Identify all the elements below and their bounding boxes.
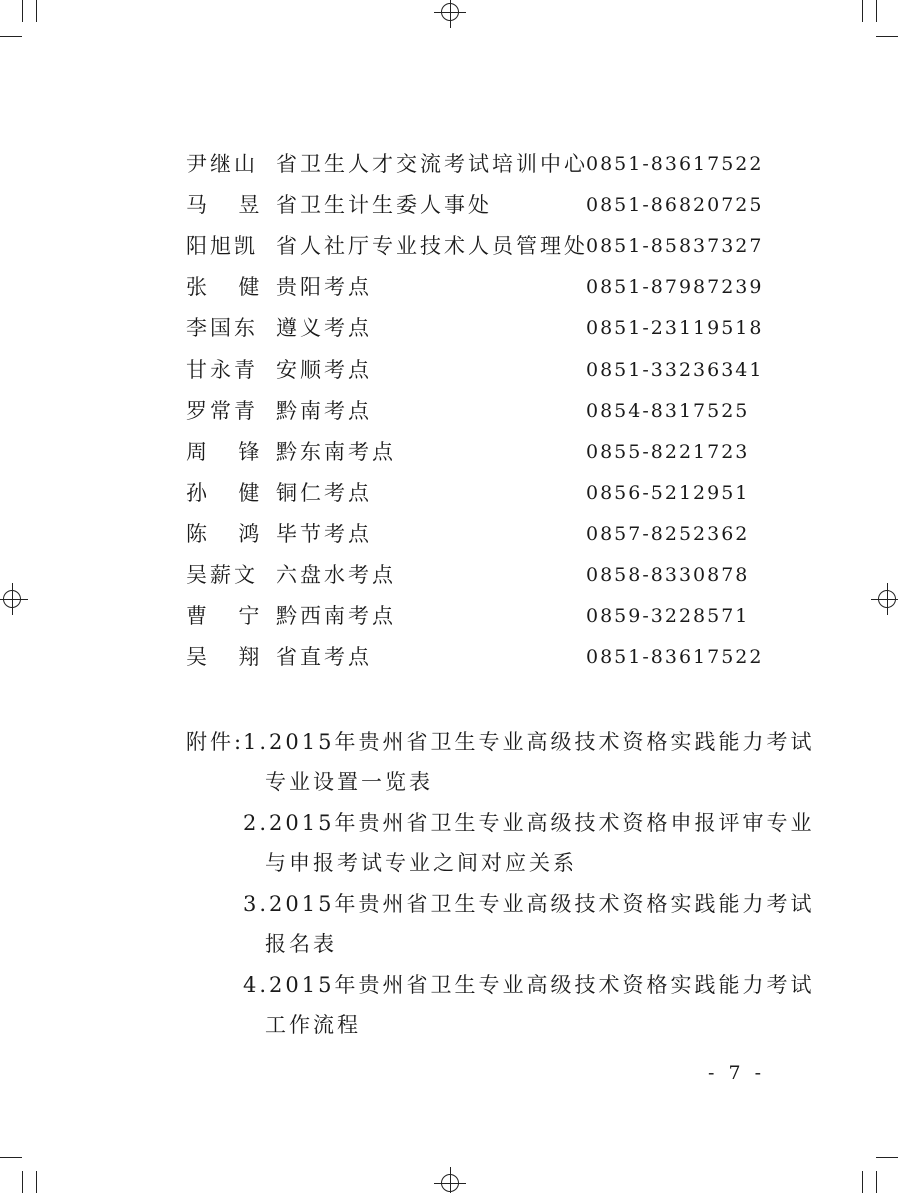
attachment-item-continuation: 工作流程 bbox=[265, 1013, 361, 1037]
contact-phone: 0851-87987239 bbox=[586, 276, 764, 298]
contact-unit: 黔南考点 bbox=[276, 399, 372, 423]
attachment-item-continuation: 与申报考试专业之间对应关系 bbox=[265, 851, 577, 875]
contact-unit: 省卫生计生委人事处 bbox=[276, 193, 492, 217]
contact-unit: 黔东南考点 bbox=[276, 440, 396, 464]
contact-phone: 0854-8317525 bbox=[586, 400, 750, 422]
attachment-item-title: 1.2015年贵州省卫生专业高级技术资格实践能力考试 bbox=[243, 730, 815, 754]
attachment-item-title: 4.2015年贵州省卫生专业高级技术资格实践能力考试 bbox=[243, 973, 815, 997]
contact-phone: 0851-86820725 bbox=[586, 194, 764, 216]
attachment-item-continuation: 专业设置一览表 bbox=[265, 770, 433, 794]
contact-phone: 0858-8330878 bbox=[586, 564, 750, 586]
crop-mark bbox=[0, 36, 22, 37]
contact-name: 张 健 bbox=[186, 275, 266, 299]
contact-phone: 0851-83617522 bbox=[586, 153, 764, 175]
contact-unit: 六盘水考点 bbox=[276, 563, 396, 587]
registration-mark-icon bbox=[878, 590, 896, 608]
contact-unit: 毕节考点 bbox=[276, 522, 372, 546]
contact-name: 甘永青 bbox=[186, 358, 258, 382]
crop-mark bbox=[0, 1157, 22, 1158]
contact-unit: 省直考点 bbox=[276, 645, 372, 669]
crop-mark bbox=[22, 1171, 23, 1193]
crop-mark bbox=[862, 1171, 863, 1193]
registration-mark-icon bbox=[441, 3, 459, 21]
contact-unit: 黔西南考点 bbox=[276, 604, 396, 628]
registration-mark-icon bbox=[441, 1174, 459, 1192]
contact-unit: 省卫生人才交流考试培训中心 bbox=[276, 152, 588, 176]
crop-mark bbox=[36, 1171, 37, 1193]
contact-name: 陈 鸿 bbox=[186, 522, 266, 546]
contact-name: 吴 翔 bbox=[186, 645, 266, 669]
attachment-item-title: 3.2015年贵州省卫生专业高级技术资格实践能力考试 bbox=[243, 892, 815, 916]
contact-name: 罗常青 bbox=[186, 399, 258, 423]
attachment-item-title: 2.2015年贵州省卫生专业高级技术资格申报评审专业 bbox=[243, 811, 815, 835]
contact-phone: 0851-23119518 bbox=[586, 317, 764, 339]
crop-mark bbox=[22, 0, 23, 22]
contact-phone: 0855-8221723 bbox=[586, 441, 750, 463]
contact-phone: 0851-85837327 bbox=[586, 235, 764, 257]
crop-mark bbox=[876, 0, 877, 22]
attachments-label: 附件: bbox=[186, 730, 245, 754]
contact-name: 阳旭凯 bbox=[186, 234, 258, 258]
contact-name: 马 昱 bbox=[186, 193, 266, 217]
contact-phone: 0857-8252362 bbox=[586, 523, 750, 545]
contact-phone: 0859-3228571 bbox=[586, 605, 750, 627]
contact-phone: 0851-83617522 bbox=[586, 646, 764, 668]
page-number: - 7 - bbox=[708, 1062, 766, 1084]
contact-phone: 0856-5212951 bbox=[586, 482, 750, 504]
crop-mark bbox=[36, 0, 37, 22]
contact-unit: 省人社厅专业技术人员管理处 bbox=[276, 234, 588, 258]
contact-unit: 遵义考点 bbox=[276, 316, 372, 340]
crop-mark bbox=[876, 1157, 898, 1158]
contact-unit: 贵阳考点 bbox=[276, 275, 372, 299]
crop-mark bbox=[876, 36, 898, 37]
contact-unit: 安顺考点 bbox=[276, 358, 372, 382]
attachment-item-continuation: 报名表 bbox=[265, 932, 337, 956]
contact-name: 尹继山 bbox=[186, 152, 258, 176]
contact-phone: 0851-33236341 bbox=[586, 359, 764, 381]
registration-mark-icon bbox=[3, 590, 21, 608]
crop-mark bbox=[862, 0, 863, 22]
contact-name: 周 锋 bbox=[186, 440, 266, 464]
contact-name: 孙 健 bbox=[186, 481, 266, 505]
contact-name: 曹 宁 bbox=[186, 604, 266, 628]
crop-mark bbox=[876, 1171, 877, 1193]
contact-name: 吴薪文 bbox=[186, 563, 258, 587]
contact-name: 李国东 bbox=[186, 316, 258, 340]
contact-unit: 铜仁考点 bbox=[276, 481, 372, 505]
